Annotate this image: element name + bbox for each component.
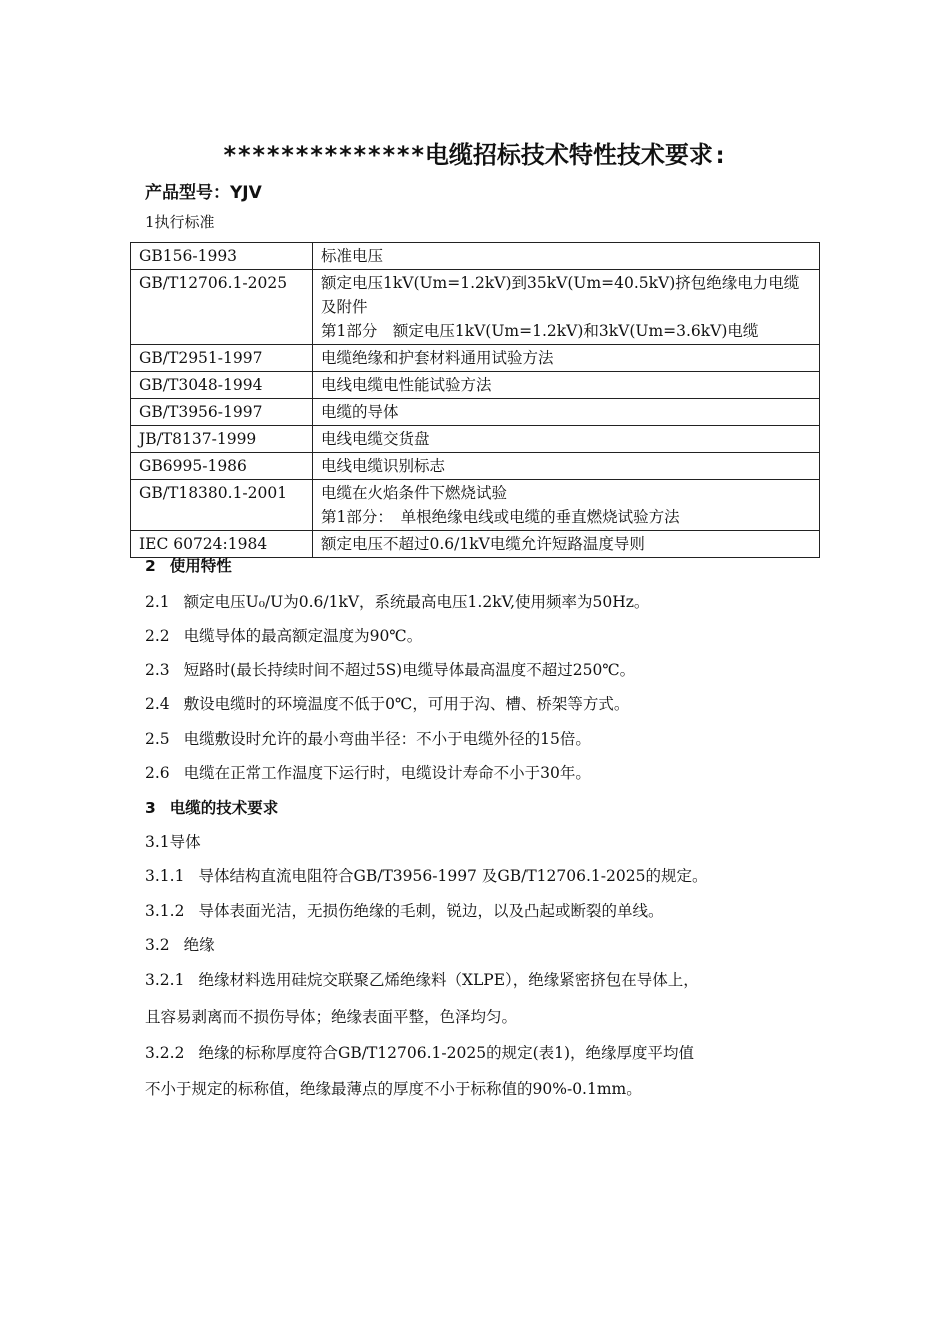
clause-text: 绝缘材料选用硅烷交联聚乙烯绝缘料（XLPE），绝缘紧密挤包在导体上， xyxy=(198,971,699,989)
standard-name-line: 第1部分 额定电压1kV(Um=1.2kV)和3kV(Um=3.6kV)电缆 xyxy=(321,322,759,340)
standard-name-line: 电线电缆交货盘 xyxy=(321,430,430,448)
section-number: 2 xyxy=(145,557,156,575)
paragraph-2-6 xyxy=(145,761,591,783)
standard-code: GB/T18380.1-2001 xyxy=(131,480,313,531)
standard-name xyxy=(313,399,820,426)
standard-code: IEC 60724:1984 xyxy=(131,531,313,558)
standards-table xyxy=(130,242,820,558)
clause-text: 电缆导体的最高额定温度为90℃。 xyxy=(183,627,423,645)
paragraph-3-2-1-continued: 且容易剥离而不损伤导体；绝缘表面平整，色泽均匀。 xyxy=(145,1008,518,1026)
paragraph-2-1 xyxy=(145,590,649,612)
clause-number: 2.5 xyxy=(145,730,170,748)
standard-name-line: 电缆在火焰条件下燃烧试验 xyxy=(321,484,508,502)
clause-number: 3.1.1 xyxy=(145,867,185,885)
section-3-heading xyxy=(145,796,278,818)
standard-code: GB/T12706.1-2025 xyxy=(131,270,313,345)
section-number: 3 xyxy=(145,799,156,817)
paragraph-3-2-2 xyxy=(145,1041,694,1063)
clause-text: 额定电压U₀/U为0.6/1kV，系统最高电压1.2kV,使用频率为50Hz。 xyxy=(183,593,650,611)
standard-code: GB156-1993 xyxy=(131,243,313,270)
clause-number: 2.3 xyxy=(145,661,170,679)
product-model: 产品型号：YJV xyxy=(145,183,262,203)
clause-number: 3.2 xyxy=(145,936,170,954)
paragraph-3-2-1 xyxy=(145,968,699,990)
standard-name xyxy=(313,531,820,558)
clause-text: 电缆在正常工作温度下运行时，电缆设计寿命不小于30年。 xyxy=(183,764,591,782)
table-row xyxy=(131,531,820,558)
standard-name xyxy=(313,453,820,480)
standard-name-line: 电线电缆识别标志 xyxy=(321,457,446,475)
clause-number: 2.2 xyxy=(145,627,170,645)
standard-name xyxy=(313,270,820,345)
standard-code: GB6995-1986 xyxy=(131,453,313,480)
table-row xyxy=(131,480,820,531)
clause-number: 3.2.1 xyxy=(145,971,185,989)
clause-number: 2.4 xyxy=(145,695,170,713)
subsection-3-2 xyxy=(145,933,215,955)
paragraph-3-1-1 xyxy=(145,864,707,886)
standard-name xyxy=(313,345,820,372)
table-row xyxy=(131,372,820,399)
clause-number: 2.6 xyxy=(145,764,170,782)
table-row xyxy=(131,399,820,426)
table-row xyxy=(131,453,820,480)
paragraph-2-4 xyxy=(145,692,629,714)
clause-text: 导体表面光洁，无损伤绝缘的毛刺，锐边，以及凸起或断裂的单线。 xyxy=(198,902,664,920)
table-row xyxy=(131,270,820,345)
standard-name-line: 标准电压 xyxy=(321,247,384,265)
standard-code: GB/T2951-1997 xyxy=(131,345,313,372)
paragraph-3-2-2-continued: 不小于规定的标称值，绝缘最薄点的厚度不小于标称值的90%-0.1mm。 xyxy=(145,1080,642,1098)
clause-text: 绝缘的标称厚度符合GB/T12706.1-2025的规定(表1)，绝缘厚度平均值 xyxy=(198,1044,695,1062)
clause-text: 敷设电缆时的环境温度不低于0℃，可用于沟、槽、桥架等方式。 xyxy=(183,695,630,713)
clause-number: 2.1 xyxy=(145,593,170,611)
document-title: **************电缆招标技术特性技术要求: xyxy=(222,141,728,169)
clause-text: 绝缘 xyxy=(183,936,215,954)
section-title: 使用特性 xyxy=(169,557,232,575)
subsection-3-1: 3.1导体 xyxy=(145,833,201,851)
standard-code: GB/T3956-1997 xyxy=(131,399,313,426)
paragraph-2-3 xyxy=(145,658,635,680)
section-2-heading xyxy=(145,554,232,576)
clause-text: 短路时(最长持续时间不超过5S)电缆导体最高温度不超过250℃。 xyxy=(183,661,636,679)
clause-text: 电缆敷设时允许的最小弯曲半径：不小于电缆外径的15倍。 xyxy=(183,730,591,748)
table-row xyxy=(131,426,820,453)
standard-name-line: 第1部分： 单根绝缘电线或电缆的垂直燃烧试验方法 xyxy=(321,508,680,526)
paragraph-2-2 xyxy=(145,624,422,646)
standard-name xyxy=(313,480,820,531)
standard-name xyxy=(313,243,820,270)
paragraph-2-5 xyxy=(145,727,591,749)
standards-heading: 1执行标准 xyxy=(145,213,215,231)
clause-text: 导体结构直流电阻符合GB/T3956-1997 及GB/T12706.1-2025的规定。 xyxy=(198,867,708,885)
standard-code: GB/T3048-1994 xyxy=(131,372,313,399)
section-title: 电缆的技术要求 xyxy=(169,799,279,817)
standard-name-line: 额定电压1kV(Um=1.2kV)到35kV(Um=40.5kV)挤包绝缘电力电缆及附件 xyxy=(321,274,800,316)
table-row xyxy=(131,345,820,372)
standard-name-line: 电线电缆电性能试验方法 xyxy=(321,376,492,394)
standard-name-line: 电缆的导体 xyxy=(321,403,399,421)
standard-name xyxy=(313,372,820,399)
clause-number: 3.1.2 xyxy=(145,902,185,920)
table-row xyxy=(131,243,820,270)
standard-code: JB/T8137-1999 xyxy=(131,426,313,453)
standard-name-line: 额定电压不超过0.6/1kV电缆允许短路温度导则 xyxy=(321,535,645,553)
standard-name xyxy=(313,426,820,453)
standard-name-line: 电缆绝缘和护套材料通用试验方法 xyxy=(321,349,554,367)
clause-number: 3.2.2 xyxy=(145,1044,185,1062)
paragraph-3-1-2 xyxy=(145,899,663,921)
